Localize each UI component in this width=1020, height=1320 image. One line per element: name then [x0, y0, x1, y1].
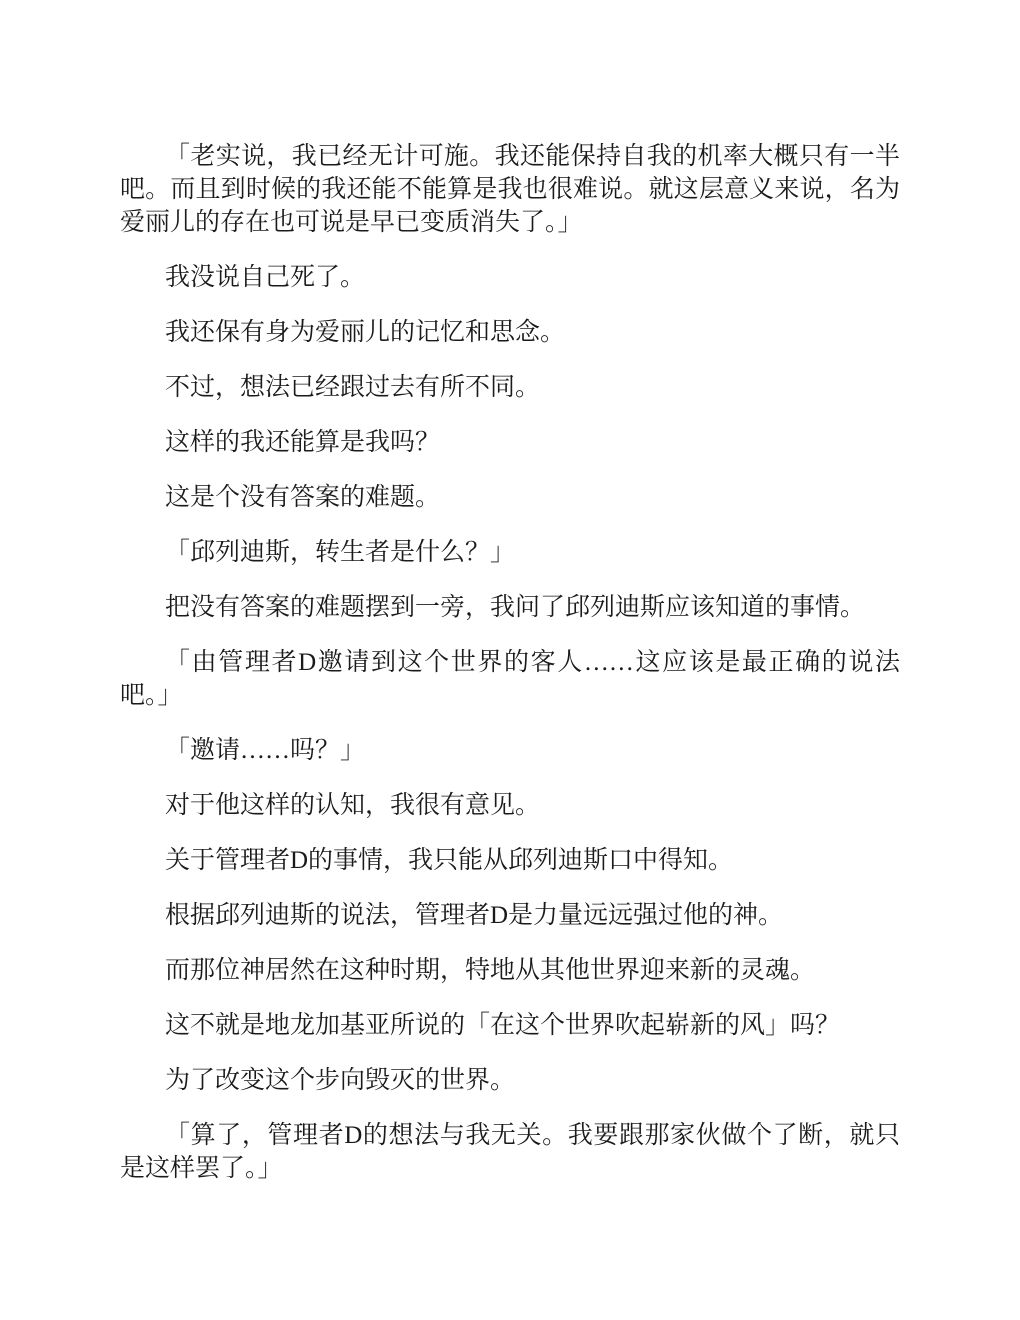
paragraph-04: 不过，想法已经跟过去有所不同。	[165, 374, 541, 401]
paragraph-05: 这样的我还能算是我吗？	[165, 429, 441, 456]
paragraph-17: 「算了，管理者D的想法与我无关。我要跟那家伙做个了断，就只是这样罢了。」	[120, 1122, 900, 1182]
paragraph-15: 这不就是地龙加基亚所说的「在这个世界吹起崭新的风」吗？	[165, 1012, 841, 1039]
paragraph-02: 我没说自己死了。	[165, 264, 366, 291]
paragraph-10: 「邀请……吗？」	[165, 737, 366, 764]
paragraph-08: 把没有答案的难题摆到一旁，我问了邱列迪斯应该知道的事情。	[165, 594, 866, 621]
paragraph-14: 而那位神居然在这种时期，特地从其他世界迎来新的灵魂。	[165, 957, 816, 984]
paragraph-13: 根据邱列迪斯的说法，管理者D是力量远远强过他的神。	[165, 902, 784, 929]
paragraph-16: 为了改变这个步向毁灭的世界。	[165, 1067, 516, 1094]
paragraph-11: 对于他这样的认知，我很有意见。	[165, 792, 541, 819]
paragraph-01: 「老实说，我已经无计可施。我还能保持自我的机率大概只有一半吧。而且到时候的我还能不能算是我也很难说。就这层意义来说，名为爱丽儿的存在也可说是早已变质消失了。」	[120, 143, 900, 236]
paragraph-03: 我还保有身为爱丽儿的记忆和思念。	[165, 319, 566, 346]
paragraph-09: 「由管理者D邀请到这个世界的客人……这应该是最正确的说法吧。」	[120, 649, 900, 709]
paragraph-06: 这是个没有答案的难题。	[165, 484, 441, 511]
paragraph-12: 关于管理者D的事情，我只能从邱列迪斯口中得知。	[165, 847, 734, 874]
paragraph-07: 「邱列迪斯，转生者是什么？」	[165, 539, 516, 566]
